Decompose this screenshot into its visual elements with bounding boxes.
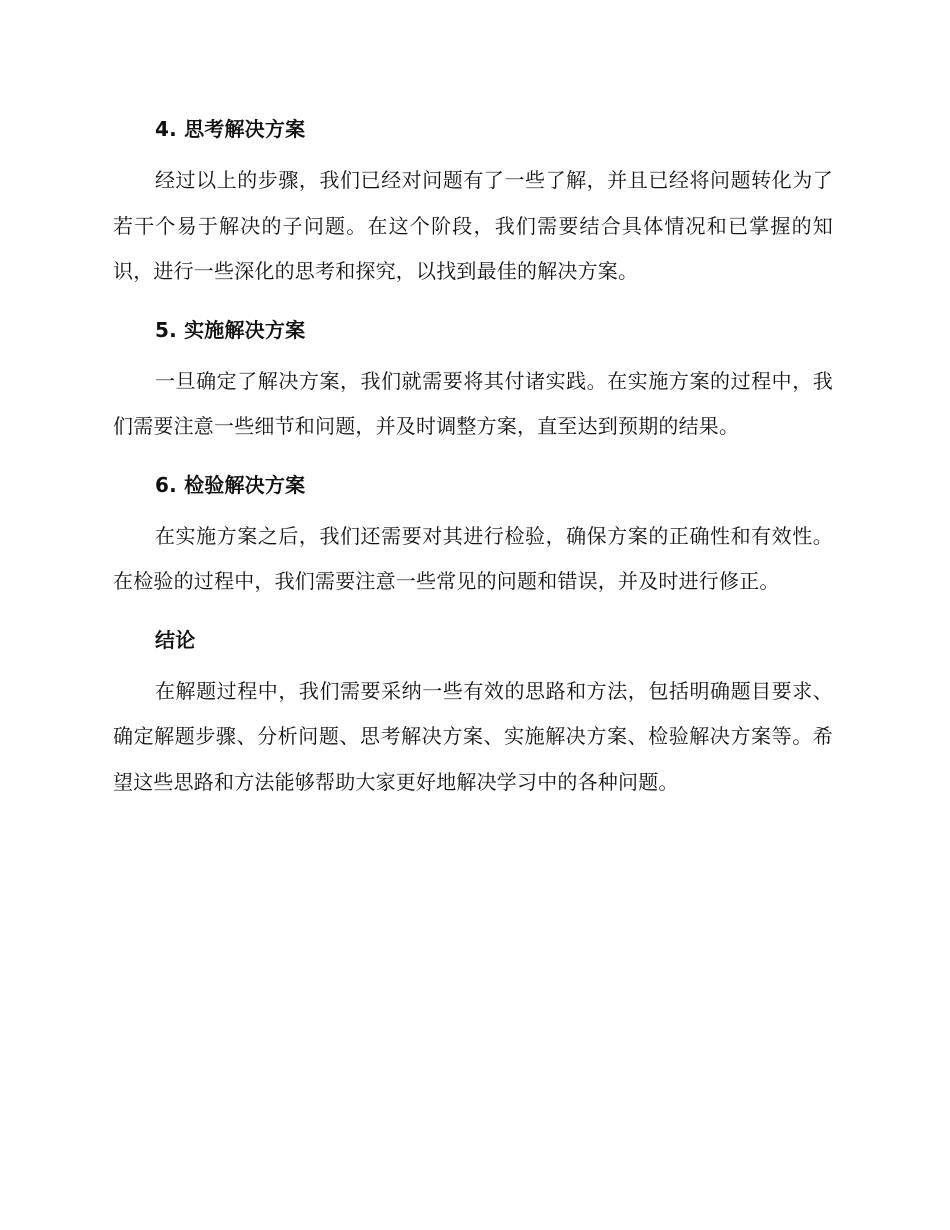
section-conclusion bbox=[113, 623, 833, 806]
section-paragraph: 在实施方案之后，我们还需要对其进行检验，确保方案的正确性和有效性。在检验的过程中，我们需要注意一些常见的问题和错误，并及时进行修正。 bbox=[113, 523, 833, 593]
section-heading: 结论 bbox=[155, 627, 196, 652]
section-implement-solution bbox=[113, 313, 833, 450]
section-heading: 4. 思考解决方案 bbox=[155, 117, 306, 141]
section-paragraph: 一旦确定了解决方案，我们就需要将其付诸实践。在实施方案的过程中，我们需要注意一些细节和问题，并及时调整方案，直至达到预期的结果。 bbox=[113, 368, 833, 438]
section-heading: 6. 检验解决方案 bbox=[155, 472, 306, 497]
section-paragraph: 经过以上的步骤，我们已经对问题有了一些了解，并且已经将问题转化为了若干个易于解决的子问题。在这个阶段，我们需要结合具体情况和已掌握的知识，进行一些深化的思考和探究，以找到最佳的解决方案。 bbox=[113, 168, 833, 283]
section-paragraph: 在解题过程中，我们需要采纳一些有效的思路和方法，包括明确题目要求、确定解题步骤、分析问题、思考解决方案、实施解决方案、检验解决方案等。希望这些思路和方法能够帮助大家更好地解决学习中的各种问题。 bbox=[113, 678, 833, 794]
section-verify-solution bbox=[113, 468, 833, 605]
document-page bbox=[113, 112, 833, 823]
section-heading: 5. 实施解决方案 bbox=[155, 317, 306, 342]
section-think-solution bbox=[113, 112, 833, 295]
